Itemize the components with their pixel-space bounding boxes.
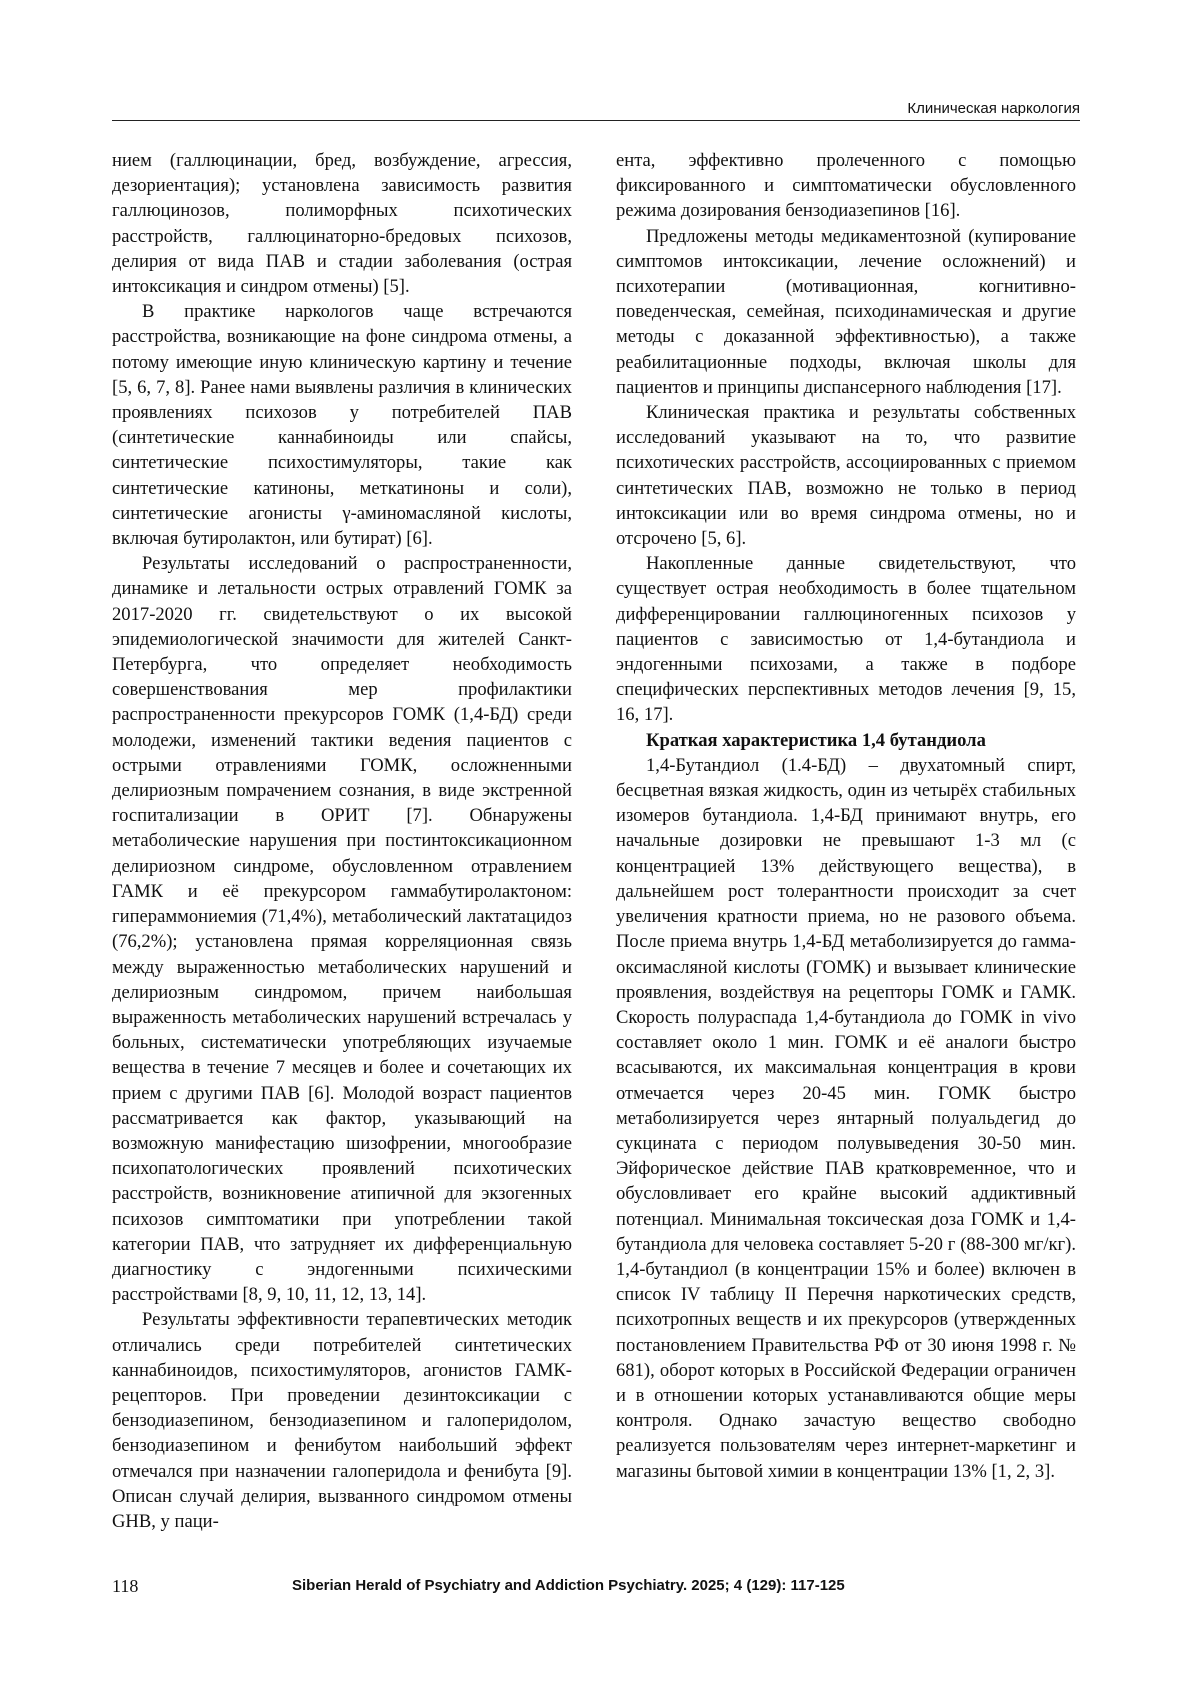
journal-citation: Siberian Herald of Psychiatry and Addiction Psychiatry. 2025; 4 (129): 117-125 [292, 1577, 845, 1594]
page-number: 118 [112, 1576, 139, 1596]
paragraph: Результаты эффективности терапевтических методик отличались среди потребителей синтетических каннабиноидов, психостимуляторов, агонистов ГАМК-рецепторов. При проведении дезинтоксикации с бензодиазепином, бензодиазепином и галоперидолом, бензодиазепином и фенибутом наибольший эффект отмечался при назначении галоперидола и фенибута [9]. Описан случай делирия, вызванного синдромом отмены GHB, у паци- [112, 1309, 572, 1532]
right-column [616, 148, 1076, 1484]
section-title: Клиническая наркология [907, 100, 1080, 117]
running-header [112, 100, 1080, 121]
paragraph: Клиническая практика и результаты собственных исследований указывают на то, что развитие психотических расстройств, ассоциированных с приемом синтетических ПАВ, возможно не только в период интоксикации или во время синдрома отмены, но и отсрочено [5, 6]. [616, 402, 1076, 550]
paragraph: Предложены методы медикаментозной (купирование симптомов интоксикации, лечение осложнений) и психотерапии (мотивационная, когнитивно-поведенческая, семейная, психодинамическая и другие методы с доказанной эффективностью), а также реабилитационные подходы, включая школы для пациентов и принципы диспансерного наблюдения [17]. [616, 225, 1076, 398]
paragraph: Накопленные данные свидетельствуют, что существует острая необходимость в более тщательном дифференцировании галлюциногенных психозов у пациентов с зависимостью от 1,4-бутандиола и эндогенными психозами, а также в подборе специфических перспективных методов лечения [9, 15, 16, 17]. [616, 553, 1076, 726]
section-subheading: Краткая характеристика 1,4 бутандиола [646, 729, 986, 751]
paragraph: ента, эффективно пролеченного с помощью фиксированного и симптоматически обусловленного режима дозирования бензодиазепинов [16]. [616, 150, 1076, 222]
paragraph: В практике наркологов чаще встречаются расстройства, возникающие на фоне синдрома отмены, а потому имеющие иную клиническую картину и течение [5, 6, 7, 8]. Ранее нами выявлены различия в клинических проявлениях психозов у потребителей ПАВ (синтетические каннабиноиды или спайсы, синтетические психостимуляторы, такие как синтетические катиноны, меткатиноны и соли), синтетические агонисты γ-аминомасляной кислоты, включая бутиролактон, или бутират) [6]. [112, 301, 572, 550]
paragraph: нием (галлюцинации, бред, возбуждение, агрессия, дезориентация); установлена зависимость развития галлюцинозов, полиморфных психотических расстройств, галлюцинаторно-бредовых психозов, делирия от вида ПАВ и стадии заболевания (острая интоксикация и синдром отмены) [5]. [112, 150, 572, 298]
page-footer [112, 1576, 1080, 1600]
left-column [112, 148, 572, 1534]
paragraph: Результаты исследований о распространенности, динамике и летальности острых отравлений ГОМК за 2017-2020 гг. свидетельствуют о их высокой эпидемиологической значимости для жителей Санкт-Петербурга, что определяет необходимость совершенствования мер профилактики распространенности прекурсоров ГОМК (1,4-БД) среди молодежи, изменений тактики ведения пациентов с острыми отравлениями ГОМК, осложненными делириозным помрачением сознания, в виде экстренной госпитализации в ОРИТ [7]. Обнаружены метаболические нарушения при постинтоксикационном делириозном синдроме, обусловленном отравлением ГАМК и её прекурсором гаммабутиролактоном: гипераммониемия (71,4%), метаболический лактатацидоз (76,2%); установлена прямая корреляционная связь между выраженностью метаболических нарушений и делириозным синдромом, причем наибольшая выраженность метаболических нарушений встречалась у больных, систематически употребляющих изучаемые вещества в течение 7 месяцев и более и сочетающих их прием с другими ПАВ [6]. Молодой возраст пациентов рассматривается как фактор, указывающий на возможную манифестацию шизофрении, многообразие психопатологических проявлений психотических расстройств, возникновение атипичной для экзогенных психозов симптоматики при употреблении такой категории ПАВ, что затрудняет их дифференциальную диагностику с эндогенными психическими расстройствами [8, 9, 10, 11, 12, 13, 14]. [112, 553, 572, 1306]
paragraph: 1,4-Бутандиол (1.4-БД) – двухатомный спирт, бесцветная вязкая жидкость, один из четырёх стабильных изомеров бутандиола. 1,4-БД принимают внутрь, его начальные дозировки не превышают 1-3 мл (с концентрацией 13% действующего вещества), в дальнейшем рост толерантности происходит за счет увеличения кратности приема, но не разового объема. После приема внутрь 1,4-БД метаболизируется до гамма-оксимасляной кислоты (ГОМК) и вызывает клинические проявления, воздействуя на рецепторы ГОМК и ГАМК. Скорость полураспада 1,4-бутандиола до ГОМК in vivo составляет около 1 мин. ГОМК и её аналоги быстро всасываются, их максимальная концентрация в крови отмечается через 20-45 мин. ГОМК быстро метаболизируется через янтарный полуальдегид до сукцината с периодом полувыведения 30-50 мин. Эйфорическое действие ПАВ кратковременное, что и обусловливает его крайне высокий аддиктивный потенциал. Минимальная токсическая доза ГОМК и 1,4-бутандиола для человека составляет 5-20 г (88-300 мг/кг). 1,4-бутандиол (в концентрации 15% и более) включен в список IV таблицу II Перечня наркотических средств, психотропных веществ и их прекурсоров (утвержденных постановлением Правительства РФ от 30 июня 1998 г. № 681), оборот которых в Российской Федерации ограничен и в отношении которых устанавливаются общие меры контроля. Однако зачастую вещество свободно реализуется пользователям через интернет-маркетинг и магазины бытовой химии в концентрации 13% [1, 2, 3]. [616, 754, 1076, 1482]
